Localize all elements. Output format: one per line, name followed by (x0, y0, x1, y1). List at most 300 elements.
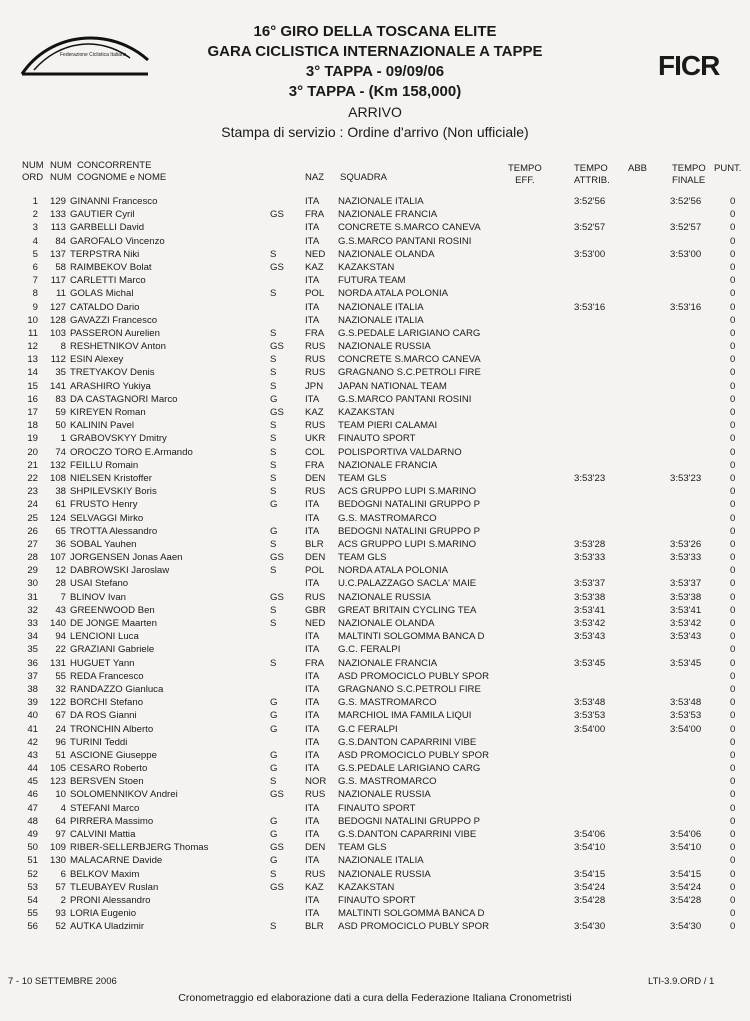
row-points: 0 (730, 196, 736, 207)
row-points: 0 (730, 631, 736, 643)
row-nation: RUS (305, 591, 326, 603)
row-category: S (270, 657, 277, 669)
row-num: 127 (49, 301, 66, 313)
row-name: ASCIONE Giuseppe (70, 749, 157, 761)
row-name: GOLAS Michal (70, 288, 134, 300)
row-ord: 47 (27, 802, 38, 814)
row-name: TLEUBAYEV Ruslan (70, 881, 159, 893)
table-row (0, 551, 750, 564)
row-time-attrib: 3:54'30 (574, 921, 606, 933)
row-name: BLINOV Ivan (70, 591, 126, 603)
row-name: NIELSEN Kristoffer (70, 472, 152, 484)
row-ord: 26 (27, 525, 38, 537)
row-num: 122 (49, 697, 66, 709)
row-name: DA ROS Gianni (70, 710, 137, 722)
row-num: 107 (49, 552, 66, 564)
row-name: TURINI Teddi (70, 736, 128, 748)
table-row (0, 235, 750, 248)
row-category: S (270, 776, 277, 788)
table-row (0, 630, 750, 643)
table-row (0, 854, 750, 867)
table-row (0, 815, 750, 828)
row-points: 0 (730, 367, 736, 379)
row-name: SHPILEVSKIY Boris (70, 486, 157, 498)
row-time-attrib: 3:53'48 (574, 697, 606, 709)
row-time-final: 3:53'33 (670, 552, 702, 564)
table-row (0, 564, 750, 577)
row-points: 0 (730, 209, 736, 221)
row-name: ESIN Alexey (70, 354, 124, 366)
row-points: 0 (730, 881, 736, 893)
row-time-final: 3:53'53 (670, 710, 702, 722)
row-team: MARCHIOL IMA FAMILA LIQUI (338, 710, 472, 722)
row-team: ACS GRUPPO LUPI S.MARINO (338, 486, 477, 498)
row-team: CONCRETE S.MARCO CANEVA (338, 354, 481, 366)
row-category: G (270, 815, 278, 827)
row-name: GARBELLI David (70, 222, 145, 234)
row-points: 0 (730, 433, 736, 445)
row-ord: 50 (27, 842, 38, 854)
row-points: 0 (730, 868, 736, 880)
row-team: G.S.PEDALE LARIGIANO CARG (338, 763, 481, 775)
row-ord: 40 (27, 710, 38, 722)
row-category: G (270, 723, 278, 735)
row-num: 7 (60, 591, 66, 603)
header-abb: ABB (628, 163, 648, 174)
row-nation: ITA (305, 802, 320, 814)
row-nation: ITA (305, 763, 320, 775)
table-row (0, 775, 750, 788)
row-team: KAZAKSTAN (338, 881, 395, 893)
row-category: S (270, 472, 277, 484)
row-num: 131 (49, 657, 66, 669)
row-time-final: 3:53'43 (670, 631, 702, 643)
table-row (0, 828, 750, 841)
row-num: 83 (55, 393, 66, 405)
row-team: MALTINTI SOLGOMMA BANCA D (338, 908, 485, 920)
row-points: 0 (730, 393, 736, 405)
row-nation: BLR (305, 538, 324, 550)
table-row (0, 670, 750, 683)
row-ord: 5 (32, 248, 38, 260)
row-nation: JPN (305, 380, 324, 392)
row-ord: 36 (27, 657, 38, 669)
row-points: 0 (730, 354, 736, 366)
row-points: 0 (730, 472, 736, 484)
row-nation: DEN (305, 842, 326, 854)
row-category: S (270, 248, 277, 260)
table-row (0, 393, 750, 406)
row-ord: 11 (28, 327, 38, 339)
row-num: 11 (56, 288, 66, 300)
row-time-final: 3:53'42 (670, 618, 702, 629)
row-name: PRONI Alessandro (70, 894, 151, 906)
table-row (0, 683, 750, 696)
table-row (0, 802, 750, 815)
row-name: CESARO Roberto (70, 763, 148, 775)
row-team: NAZIONALE RUSSIA (338, 789, 431, 801)
row-points: 0 (730, 327, 736, 339)
row-category: G (270, 855, 278, 867)
row-team: G.S.PEDALE LARIGIANO CARG (338, 327, 481, 339)
row-ord: 17 (27, 407, 38, 418)
row-ord: 37 (27, 670, 38, 682)
row-category: G (270, 697, 278, 709)
row-nation: RUS (305, 868, 326, 880)
row-category: S (270, 433, 277, 445)
row-num: 1 (60, 433, 66, 445)
row-name: TROTTA Alessandro (70, 525, 158, 537)
row-time-final: 3:53'37 (670, 578, 702, 590)
row-team: CONCRETE S.MARCO CANEVA (338, 222, 481, 234)
row-nation: UKR (305, 433, 326, 445)
row-name: RESHETNIKOV Anton (70, 341, 166, 353)
row-nation: POL (305, 288, 325, 300)
row-nation: ITA (305, 525, 320, 537)
row-ord: 7 (32, 275, 38, 287)
row-team: NAZIONALE OLANDA (338, 248, 435, 260)
row-team: ACS GRUPPO LUPI S.MARINO (338, 538, 477, 550)
row-nation: NED (305, 618, 326, 629)
row-category: GS (270, 341, 284, 353)
row-nation: FRA (305, 459, 325, 471)
row-num: 12 (55, 565, 66, 577)
row-nation: ITA (305, 314, 320, 326)
row-team: FUTURA TEAM (338, 275, 406, 287)
row-nation: ITA (305, 275, 320, 287)
row-num: 22 (55, 644, 66, 656)
row-time-attrib: 3:53'16 (574, 301, 606, 313)
row-team: ASD PROMOCICLO PUBLY SPOR (338, 670, 490, 682)
row-nation: ITA (305, 723, 320, 735)
row-time-attrib: 3:53'43 (574, 631, 606, 643)
table-row (0, 762, 750, 775)
row-time-attrib: 3:53'38 (574, 591, 606, 603)
row-points: 0 (730, 789, 736, 801)
row-time-final: 3:54'30 (670, 921, 702, 933)
row-points: 0 (730, 736, 736, 748)
row-num: 35 (55, 367, 66, 379)
row-ord: 43 (27, 749, 38, 761)
row-name: GRAZIANI Gabriele (70, 644, 155, 656)
row-nation: RUS (305, 341, 326, 353)
row-ord: 22 (27, 472, 38, 484)
row-points: 0 (730, 710, 736, 722)
row-category: S (270, 367, 277, 379)
header-naz: NAZ (305, 172, 324, 183)
table-row (0, 498, 750, 511)
row-team: G.S.MARCO PANTANI ROSINI (338, 393, 472, 405)
row-ord: 25 (27, 512, 38, 524)
table-row (0, 485, 750, 498)
row-num: 38 (55, 486, 66, 498)
row-num: 130 (49, 855, 66, 867)
table-row (0, 604, 750, 617)
row-nation: ITA (305, 749, 320, 761)
row-num: 24 (55, 723, 66, 735)
row-name: GAUTIER Cyril (70, 209, 135, 221)
row-nation: ITA (305, 697, 320, 709)
row-name: CATALDO Dario (70, 301, 140, 313)
row-category: GS (270, 209, 284, 221)
table-row (0, 696, 750, 709)
table-row (0, 472, 750, 485)
row-ord: 33 (27, 618, 38, 629)
table-row (0, 287, 750, 300)
row-nation: RUS (305, 420, 326, 432)
row-nation: ITA (305, 829, 320, 840)
row-points: 0 (730, 235, 736, 247)
row-name: SELVAGGI Mirko (70, 512, 144, 524)
row-name: SOBAL Yauhen (70, 538, 137, 550)
row-ord: 21 (27, 459, 38, 471)
row-name: USAI Stefano (70, 578, 129, 590)
row-category: G (270, 525, 278, 537)
row-num: 105 (49, 763, 66, 775)
row-name: AUTKA Uladzimir (70, 921, 145, 933)
row-points: 0 (730, 275, 736, 287)
row-team: FINAUTO SPORT (338, 894, 416, 906)
table-row (0, 314, 750, 327)
row-time-final: 3:53'45 (670, 657, 702, 669)
row-points: 0 (730, 446, 736, 458)
row-nation: NOR (305, 776, 327, 788)
row-nation: FRA (305, 327, 325, 339)
row-time-attrib: 3:54'06 (574, 829, 606, 840)
row-time-final: 3:53'41 (670, 604, 702, 616)
row-nation: COL (305, 446, 325, 458)
header-squadra: SQUADRA (340, 172, 387, 183)
row-time-attrib: 3:54'28 (574, 894, 606, 906)
row-points: 0 (730, 908, 736, 920)
table-row (0, 736, 750, 749)
table-row (0, 657, 750, 670)
row-nation: FRA (305, 657, 325, 669)
document-title-block (150, 22, 600, 142)
title-line-2: GARA CICLISTICA INTERNAZIONALE A TAPPE (207, 43, 543, 60)
row-name: LORIA Eugenio (70, 908, 137, 920)
row-category: S (270, 538, 277, 550)
row-team: G.S. MASTROMARCO (338, 512, 437, 524)
row-ord: 51 (27, 855, 38, 867)
row-ord: 34 (27, 631, 38, 643)
table-row (0, 380, 750, 393)
row-num: 67 (55, 710, 66, 722)
row-team: NAZIONALE FRANCIA (338, 657, 438, 669)
row-nation: ITA (305, 894, 320, 906)
table-row (0, 340, 750, 353)
row-ord: 13 (27, 354, 38, 366)
row-num: 141 (49, 380, 66, 392)
row-ord: 19 (27, 433, 38, 445)
table-row (0, 894, 750, 907)
row-name: BERSVEN Stoen (70, 776, 144, 788)
table-row (0, 709, 750, 722)
row-team: NAZIONALE ITALIA (338, 196, 424, 207)
row-ord: 32 (27, 604, 38, 616)
row-num: 123 (49, 776, 66, 788)
row-ord: 8 (32, 288, 38, 300)
row-time-final: 3:54'24 (670, 881, 702, 893)
row-team: GRAGNANO S.C.PETROLI FIRE (338, 367, 481, 379)
row-name: GREENWOOD Ben (70, 604, 155, 616)
row-nation: KAZ (305, 881, 324, 893)
row-nation: KAZ (305, 261, 324, 273)
federation-logo-text: Federazione Ciclistica Italiana (60, 52, 127, 58)
table-row (0, 274, 750, 287)
row-ord: 49 (27, 829, 38, 840)
row-team: NORDA ATALA POLONIA (338, 288, 449, 300)
row-name: KALININ Pavel (70, 420, 134, 432)
row-category: G (270, 763, 278, 775)
row-time-attrib: 3:53'41 (574, 604, 606, 616)
row-nation: ITA (305, 908, 320, 920)
row-name: DA CASTAGNORI Marco (70, 393, 178, 405)
title-line-5: ARRIVO (348, 104, 402, 120)
row-num: 84 (55, 235, 66, 247)
title-line-3: 3° TAPPA - 09/09/06 (305, 63, 445, 80)
row-points: 0 (730, 288, 736, 300)
row-name: GAROFALO Vincenzo (70, 235, 165, 247)
table-row (0, 591, 750, 604)
row-num: 58 (55, 261, 66, 273)
row-points: 0 (730, 815, 736, 827)
row-ord: 54 (27, 894, 38, 906)
row-name: MALACARNE Davide (70, 855, 163, 867)
row-num: 61 (55, 499, 66, 511)
row-ord: 46 (27, 789, 38, 801)
title-line-6: Stampa di servizio : Ordine d'arrivo (Non ufficiale) (221, 124, 529, 140)
row-name: REDA Francesco (70, 670, 144, 682)
row-num: 117 (50, 275, 66, 287)
row-points: 0 (730, 525, 736, 537)
row-points: 0 (730, 420, 736, 432)
row-category: G (270, 393, 278, 405)
row-ord: 10 (27, 314, 38, 326)
row-team: G.C FERALPI (338, 723, 398, 735)
table-row (0, 208, 750, 221)
row-points: 0 (730, 644, 736, 656)
row-name: JORGENSEN Jonas Aaen (70, 552, 183, 564)
row-time-final: 3:53'16 (670, 301, 702, 313)
row-time-final: 3:54'28 (670, 894, 702, 906)
row-points: 0 (730, 894, 736, 906)
row-name: SOLOMENNIKOV Andrei (70, 789, 178, 801)
row-name: PIRRERA Massimo (70, 815, 154, 827)
row-nation: ITA (305, 512, 320, 524)
table-row (0, 577, 750, 590)
row-points: 0 (730, 670, 736, 682)
row-ord: 52 (27, 868, 38, 880)
row-team: BEDOGNI NATALINI GRUPPO P (338, 815, 480, 827)
row-category: GS (270, 789, 284, 801)
row-team: NAZIONALE FRANCIA (338, 209, 438, 221)
row-team: ASD PROMOCICLO PUBLY SPOR (338, 921, 490, 933)
row-points: 0 (730, 552, 736, 564)
row-nation: RUS (305, 367, 326, 379)
table-row (0, 643, 750, 656)
row-points: 0 (730, 261, 736, 273)
table-row (0, 617, 750, 630)
row-team: BEDOGNI NATALINI GRUPPO P (338, 525, 480, 537)
row-time-attrib: 3:54'00 (574, 723, 606, 735)
row-name: DE JONGE Maarten (70, 618, 157, 629)
row-nation: GBR (305, 604, 326, 616)
row-time-attrib: 3:53'37 (574, 578, 606, 590)
table-row (0, 841, 750, 854)
row-name: STEFANI Marco (70, 802, 140, 814)
table-row (0, 195, 750, 208)
row-category: S (270, 604, 277, 616)
row-points: 0 (730, 829, 736, 840)
table-row (0, 512, 750, 525)
row-name: TRETYAKOV Denis (70, 367, 155, 379)
row-points: 0 (730, 222, 736, 234)
row-team: ASD PROMOCICLO PUBLY SPOR (338, 749, 490, 761)
row-time-final: 3:54'06 (670, 829, 702, 840)
row-num: 93 (55, 908, 66, 920)
row-num: 10 (55, 789, 66, 801)
row-team: NORDA ATALA POLONIA (338, 565, 449, 577)
row-num: 57 (55, 881, 66, 893)
row-time-final: 3:53'23 (670, 472, 702, 484)
row-points: 0 (730, 604, 736, 616)
row-name: RANDAZZO Gianluca (70, 683, 164, 695)
row-nation: ITA (305, 499, 320, 511)
footer-dates: 7 - 10 SETTEMBRE 2006 (8, 976, 117, 987)
row-nation: POL (305, 565, 325, 577)
table-row (0, 353, 750, 366)
row-ord: 56 (27, 921, 38, 933)
row-time-attrib: 3:53'42 (574, 618, 606, 629)
row-ord: 39 (27, 697, 38, 709)
row-num: 32 (55, 683, 66, 695)
row-name: ARASHIRO Yukiya (70, 380, 151, 392)
row-time-attrib: 3:53'23 (574, 472, 606, 484)
row-category: S (270, 446, 277, 458)
row-team: FINAUTO SPORT (338, 802, 416, 814)
row-team: NAZIONALE OLANDA (338, 618, 435, 629)
table-row (0, 248, 750, 261)
row-nation: DEN (305, 552, 326, 564)
table-row (0, 538, 750, 551)
row-team: POLISPORTIVA VALDARNO (338, 446, 462, 458)
row-team: G.S. MASTROMARCO (338, 776, 437, 788)
table-row (0, 406, 750, 419)
row-points: 0 (730, 301, 736, 313)
row-points: 0 (730, 380, 736, 392)
table-row (0, 419, 750, 432)
row-points: 0 (730, 842, 736, 854)
row-num: 97 (55, 829, 66, 840)
row-num: 6 (60, 868, 66, 880)
row-nation: RUS (305, 789, 326, 801)
table-row (0, 881, 750, 894)
row-team: FINAUTO SPORT (338, 433, 416, 445)
row-category: S (270, 420, 277, 432)
row-nation: ITA (305, 683, 320, 695)
table-row (0, 868, 750, 881)
row-team: G.C. FERALPI (338, 644, 401, 656)
row-team: NAZIONALE ITALIA (338, 855, 424, 867)
row-name: LENCIONI Luca (70, 631, 139, 643)
row-ord: 27 (27, 538, 38, 550)
row-ord: 55 (27, 908, 38, 920)
row-ord: 24 (27, 499, 38, 511)
row-points: 0 (730, 578, 736, 590)
row-num: 36 (55, 538, 66, 550)
row-team: BEDOGNI NATALINI GRUPPO P (338, 499, 480, 511)
